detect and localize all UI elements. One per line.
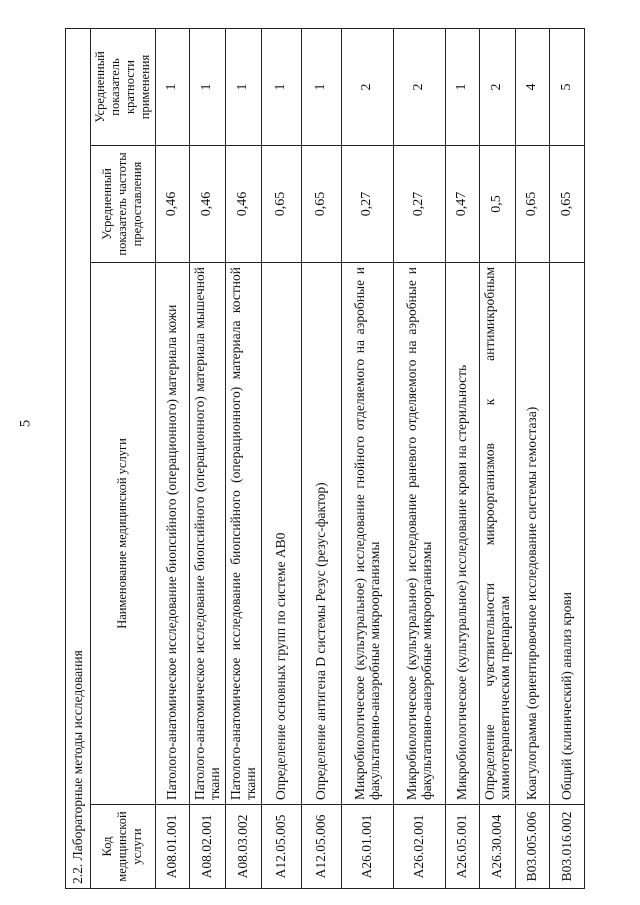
table-row	[549, 28, 584, 888]
service-code: A26.30.004	[479, 805, 515, 889]
service-name: Общий (клинический) анализ крови	[549, 263, 584, 805]
multiplicity-value: 2	[341, 28, 393, 145]
column-header-code: Код медицинской услуги	[90, 805, 155, 889]
section-title: 2.2. Лабораторные методы исследования	[66, 28, 91, 888]
multiplicity-value: 2	[393, 28, 445, 145]
multiplicity-value: 2	[479, 28, 515, 145]
table-row	[301, 28, 341, 888]
service-code: A08.02.001	[189, 805, 225, 889]
multiplicity-value: 1	[225, 28, 261, 145]
service-code: A12.05.006	[301, 805, 341, 889]
table-row	[189, 28, 225, 888]
lab-methods-table	[65, 28, 585, 889]
service-code: A08.03.002	[225, 805, 261, 889]
table-row	[393, 28, 445, 888]
service-name: Микробиологическое (культуральное) исследование раневого отделяемого на аэробные и факультативно-анаэробные микроорганизмы	[393, 263, 445, 805]
table-row	[155, 28, 189, 888]
rotated-table-container	[65, 29, 574, 889]
service-code: A26.01.001	[341, 805, 393, 889]
frequency-value: 0,65	[261, 146, 301, 263]
service-code: B03.016.002	[549, 805, 584, 889]
multiplicity-value: 1	[261, 28, 301, 145]
service-code: A26.02.001	[393, 805, 445, 889]
frequency-value: 0,46	[225, 146, 261, 263]
service-name: Патолого-анатомическое исследование биопсийного (операционного) материала костной ткани	[225, 263, 261, 805]
service-code: B03.005.006	[515, 805, 549, 889]
column-header-name: Наименование медицинской услуги	[90, 263, 155, 805]
table-row	[445, 28, 479, 888]
multiplicity-value: 1	[155, 28, 189, 145]
service-name: Определение основных групп по системе AB0	[261, 263, 301, 805]
multiplicity-value: 5	[549, 28, 584, 145]
service-name: Микробиологическое (культуральное) исследование крови на стерильность	[445, 263, 479, 805]
frequency-value: 0,27	[393, 146, 445, 263]
frequency-value: 0,46	[155, 146, 189, 263]
service-name: Микробиологическое (культуральное) исследование гнойного отделяемого на аэробные и факультативно-анаэробные микроорганизмы	[341, 263, 393, 805]
multiplicity-value: 4	[515, 28, 549, 145]
column-header-multiplicity: Усредненный показатель кратности применения	[90, 28, 155, 145]
frequency-value: 0,27	[341, 146, 393, 263]
frequency-value: 0,65	[515, 146, 549, 263]
multiplicity-value: 1	[189, 28, 225, 145]
service-code: A26.05.001	[445, 805, 479, 889]
frequency-value: 0,46	[189, 146, 225, 263]
page-number: 5	[17, 419, 34, 428]
service-name: Патолого-анатомическое исследование биопсийного (операционного) материала кожи	[155, 263, 189, 805]
service-code: A12.05.005	[261, 805, 301, 889]
table-row	[261, 28, 301, 888]
table-row	[515, 28, 549, 888]
table-row	[341, 28, 393, 888]
multiplicity-value: 1	[445, 28, 479, 145]
table-row	[225, 28, 261, 888]
service-name: Патолого-анатомическое исследование биопсийного (операционного) материала мышечной ткани	[189, 263, 225, 805]
service-name: Коагулограмма (ориентировочное исследование системы гемостаза)	[515, 263, 549, 805]
frequency-value: 0,5	[479, 146, 515, 263]
column-header-frequency: Усредненный показатель частоты предоставления	[90, 146, 155, 263]
service-name: Определение антигена D системы Резус (резус-фактор)	[301, 263, 341, 805]
table-row	[479, 28, 515, 888]
frequency-value: 0,65	[301, 146, 341, 263]
service-name: Определение чувствительности микроорганизмов к антимикробным химиотерапевтическим препаратам	[479, 263, 515, 805]
multiplicity-value: 1	[301, 28, 341, 145]
frequency-value: 0,65	[549, 146, 584, 263]
service-code: A08.01.001	[155, 805, 189, 889]
frequency-value: 0,47	[445, 146, 479, 263]
